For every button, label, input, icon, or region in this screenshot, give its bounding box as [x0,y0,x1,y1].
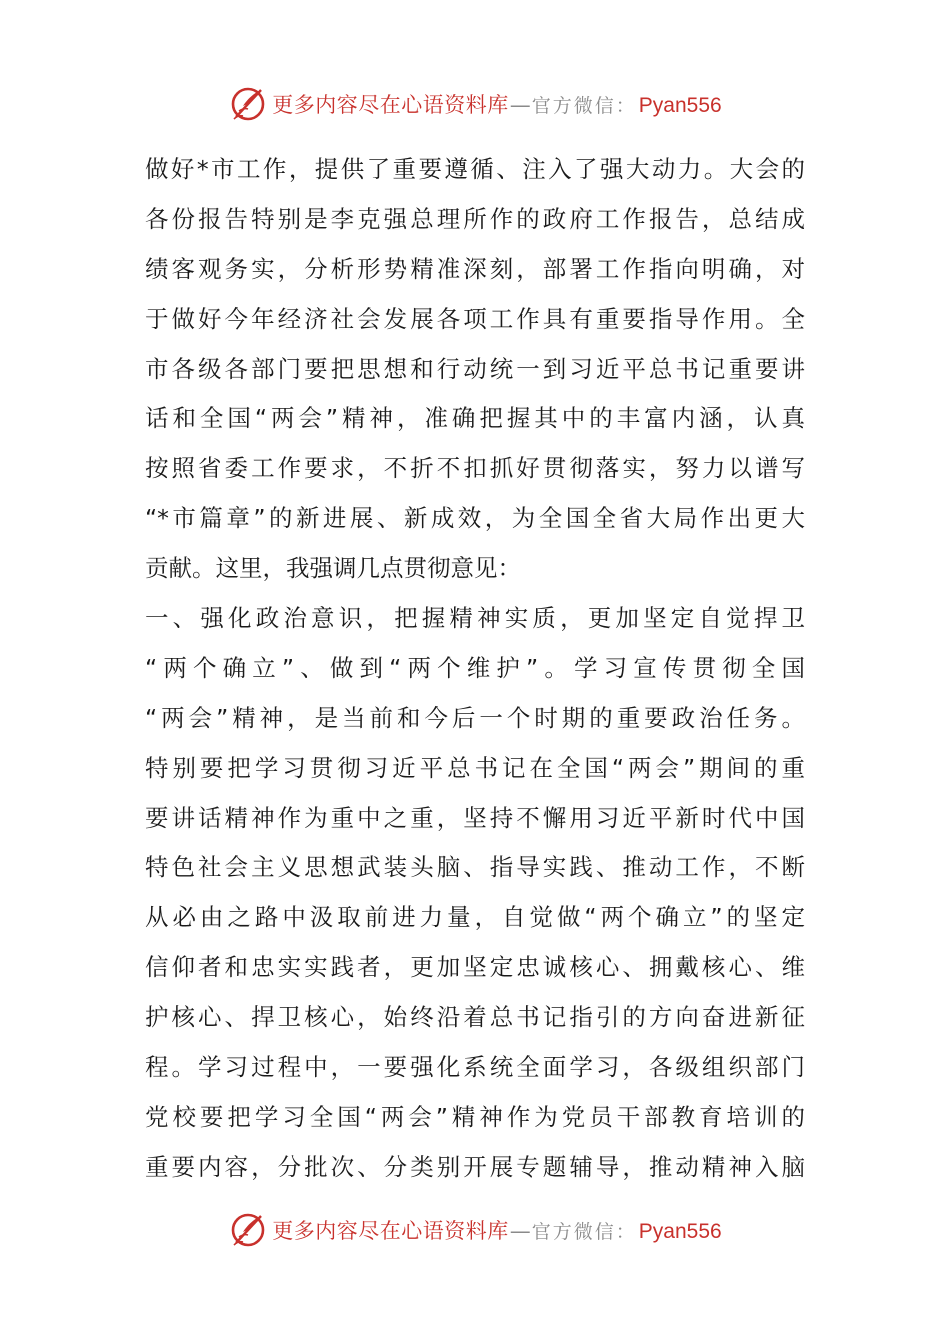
watermark-wechat-id: Pyan556 [638,1220,722,1243]
text-line: “两个确立”、做到“两个维护”。学习宣传贯彻全国 [145,653,805,682]
watermark-label: 官方微信： [531,1221,637,1243]
watermark-brand: 更多内容尽在心语资料库 [272,93,509,117]
watermark-brand: 更多内容尽在心语资料库 [272,1219,509,1243]
text-line: 特色社会主义思想武装头脑、指导实践、推动工作，不断 [145,853,805,882]
section-heading-line: 一、强化政治意识，把握精神实质，更加坚定自觉捍卫 [145,604,805,633]
text-line: 护核心、捍卫核心，始终沿着总书记指引的方向奋进新征 [145,1003,805,1032]
text-line: 要讲话精神作为重中之重，坚持不懈用习近平新时代中国 [145,803,805,832]
text-line: 按照省委工作要求，不折不扣抓好贯彻落实，努力以谱写 [145,454,805,483]
text-line: 各份报告特别是李克强总理所作的政府工作报告，总结成 [145,204,805,233]
watermark-dash: — [509,1219,531,1243]
text-line: 绩客观务实，分析形势精准深刻，部署工作指向明确，对 [145,254,805,283]
quill-logo-icon [228,84,268,124]
text-line: 做好*市工作，提供了重要遵循、注入了强大动力。大会的 [145,155,805,183]
text-line: 从必由之路中汲取前进力量，自觉做“两个确立”的坚定 [145,903,805,932]
quill-logo-icon [228,1210,268,1250]
text-line: “两会”精神，是当前和今后一个时期的重要政治任务。 [145,703,805,732]
text-line: 于做好今年经济社会发展各项工作具有重要指导作用。全 [145,304,805,333]
text-line: 党校要把学习全国“两会”精神作为党员干部教育培训的 [145,1102,805,1131]
text-line: 市各级各部门要把思想和行动统一到习近平总书记重要讲 [145,354,805,383]
text-line: 特别要把学习贯彻习近平总书记在全国“两会”期间的重 [145,753,805,782]
watermark-label: 官方微信： [531,95,637,117]
text-line: 重要内容，分批次、分类别开展专题辅导，推动精神入脑 [145,1152,805,1181]
text-line: 程。学习过程中，一要强化系统全面学习，各级组织部门 [145,1053,805,1082]
body-text [145,145,805,1193]
text-line: “*市篇章”的新进展、新成效，为全国全省大局作出更大 [145,504,805,533]
watermark-wechat-id: Pyan556 [638,94,722,117]
text-line: 信仰者和忠实实践者，更加坚定忠诚核心、拥戴核心、维 [145,953,805,982]
watermark-dash: — [509,93,531,117]
header-watermark [0,82,950,126]
text-line: 话和全国“两会”精神，准确把握其中的丰富内涵，认真 [145,404,805,433]
text-line: 贡献。这里，我强调几点贯彻意见： [145,554,521,583]
footer-watermark [0,1208,950,1252]
